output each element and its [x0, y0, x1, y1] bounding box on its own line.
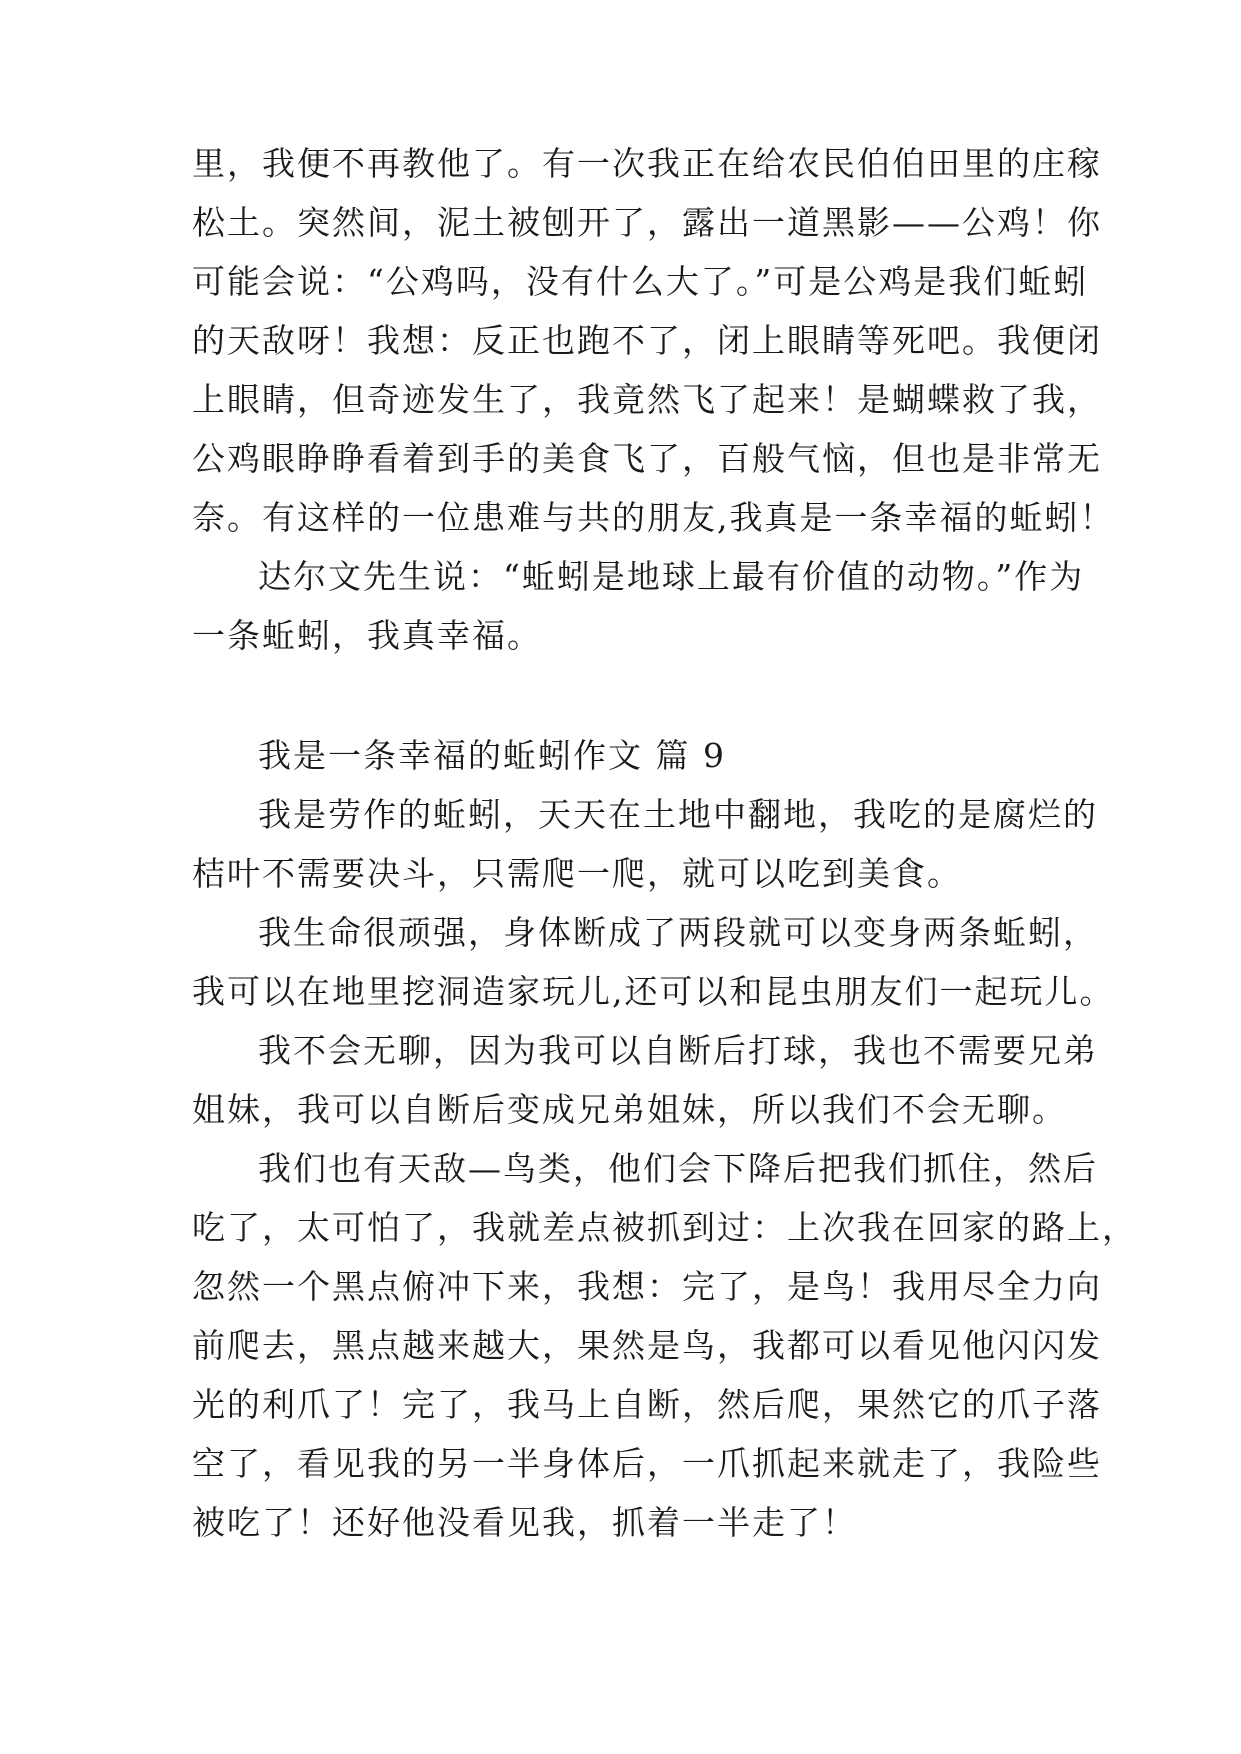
paragraph-line: 的天敌呀！我想：反正也跑不了，闭上眼睛等死吧。我便闭: [192, 321, 1102, 360]
paragraph-line: 忽然一个黑点俯冲下来，我想：完了，是鸟！我用尽全力向: [192, 1267, 1102, 1306]
paragraph-line: 我是劳作的蚯蚓，天天在土地中翻地，我吃的是腐烂的: [258, 795, 1098, 834]
paragraph-line: 我生命很顽强，身体断成了两段就可以变身两条蚯蚓，: [258, 913, 1098, 952]
essay-section-9: [192, 726, 1137, 1552]
paragraph-line: 前爬去，黑点越来越大，果然是鸟，我都可以看见他闪闪发: [192, 1326, 1102, 1365]
paragraph-line: 奈。有这样的一位患难与共的朋友,我真是一条幸福的蚯蚓！: [192, 498, 1115, 537]
paragraph-line: 我不会无聊，因为我可以自断后打球，我也不需要兄弟: [258, 1031, 1098, 1070]
paragraph-line: 可能会说：“公鸡吗，没有什么大了。”可是公鸡是我们蚯蚓: [192, 262, 1089, 301]
essay-heading: 我是一条幸福的蚯蚓作文 篇 9: [258, 736, 726, 775]
essay-section-continued: [192, 134, 1115, 665]
paragraph-line: 松土。突然间，泥土被刨开了，露出一道黑影——公鸡！你: [192, 203, 1102, 242]
paragraph-line: 我们也有天敌—鸟类，他们会下降后把我们抓住，然后: [258, 1149, 1098, 1188]
paragraph-line: 达尔文先生说：“蚯蚓是地球上最有价值的动物。”作为: [258, 557, 1085, 596]
paragraph-line: 光的利爪了！完了，我马上自断，然后爬，果然它的爪子落: [192, 1385, 1102, 1424]
paragraph-line: 上眼睛，但奇迹发生了，我竟然飞了起来！是蝴蝶救了我，: [192, 380, 1102, 419]
paragraph-line: 姐妹，我可以自断后变成兄弟姐妹，所以我们不会无聊。: [192, 1090, 1067, 1129]
paragraph-line: 吃了，太可怕了，我就差点被抓到过：上次我在回家的路上，: [192, 1208, 1137, 1247]
paragraph-line: 空了，看见我的另一半身体后，一爪抓起来就走了，我险些: [192, 1444, 1102, 1483]
paragraph-line: 一条蚯蚓，我真幸福。: [192, 616, 542, 655]
paragraph-line: 桔叶不需要决斗，只需爬一爬，就可以吃到美食。: [192, 854, 962, 893]
paragraph-line: 里，我便不再教他了。有一次我正在给农民伯伯田里的庄稼: [192, 144, 1102, 183]
paragraph-line: 公鸡眼睁睁看着到手的美食飞了，百般气恼，但也是非常无: [192, 439, 1102, 478]
paragraph-line: 被吃了！还好他没看见我，抓着一半走了！: [192, 1503, 857, 1542]
paragraph-line: 我可以在地里挖洞造家玩儿,还可以和昆虫朋友们一起玩儿。: [192, 972, 1115, 1011]
